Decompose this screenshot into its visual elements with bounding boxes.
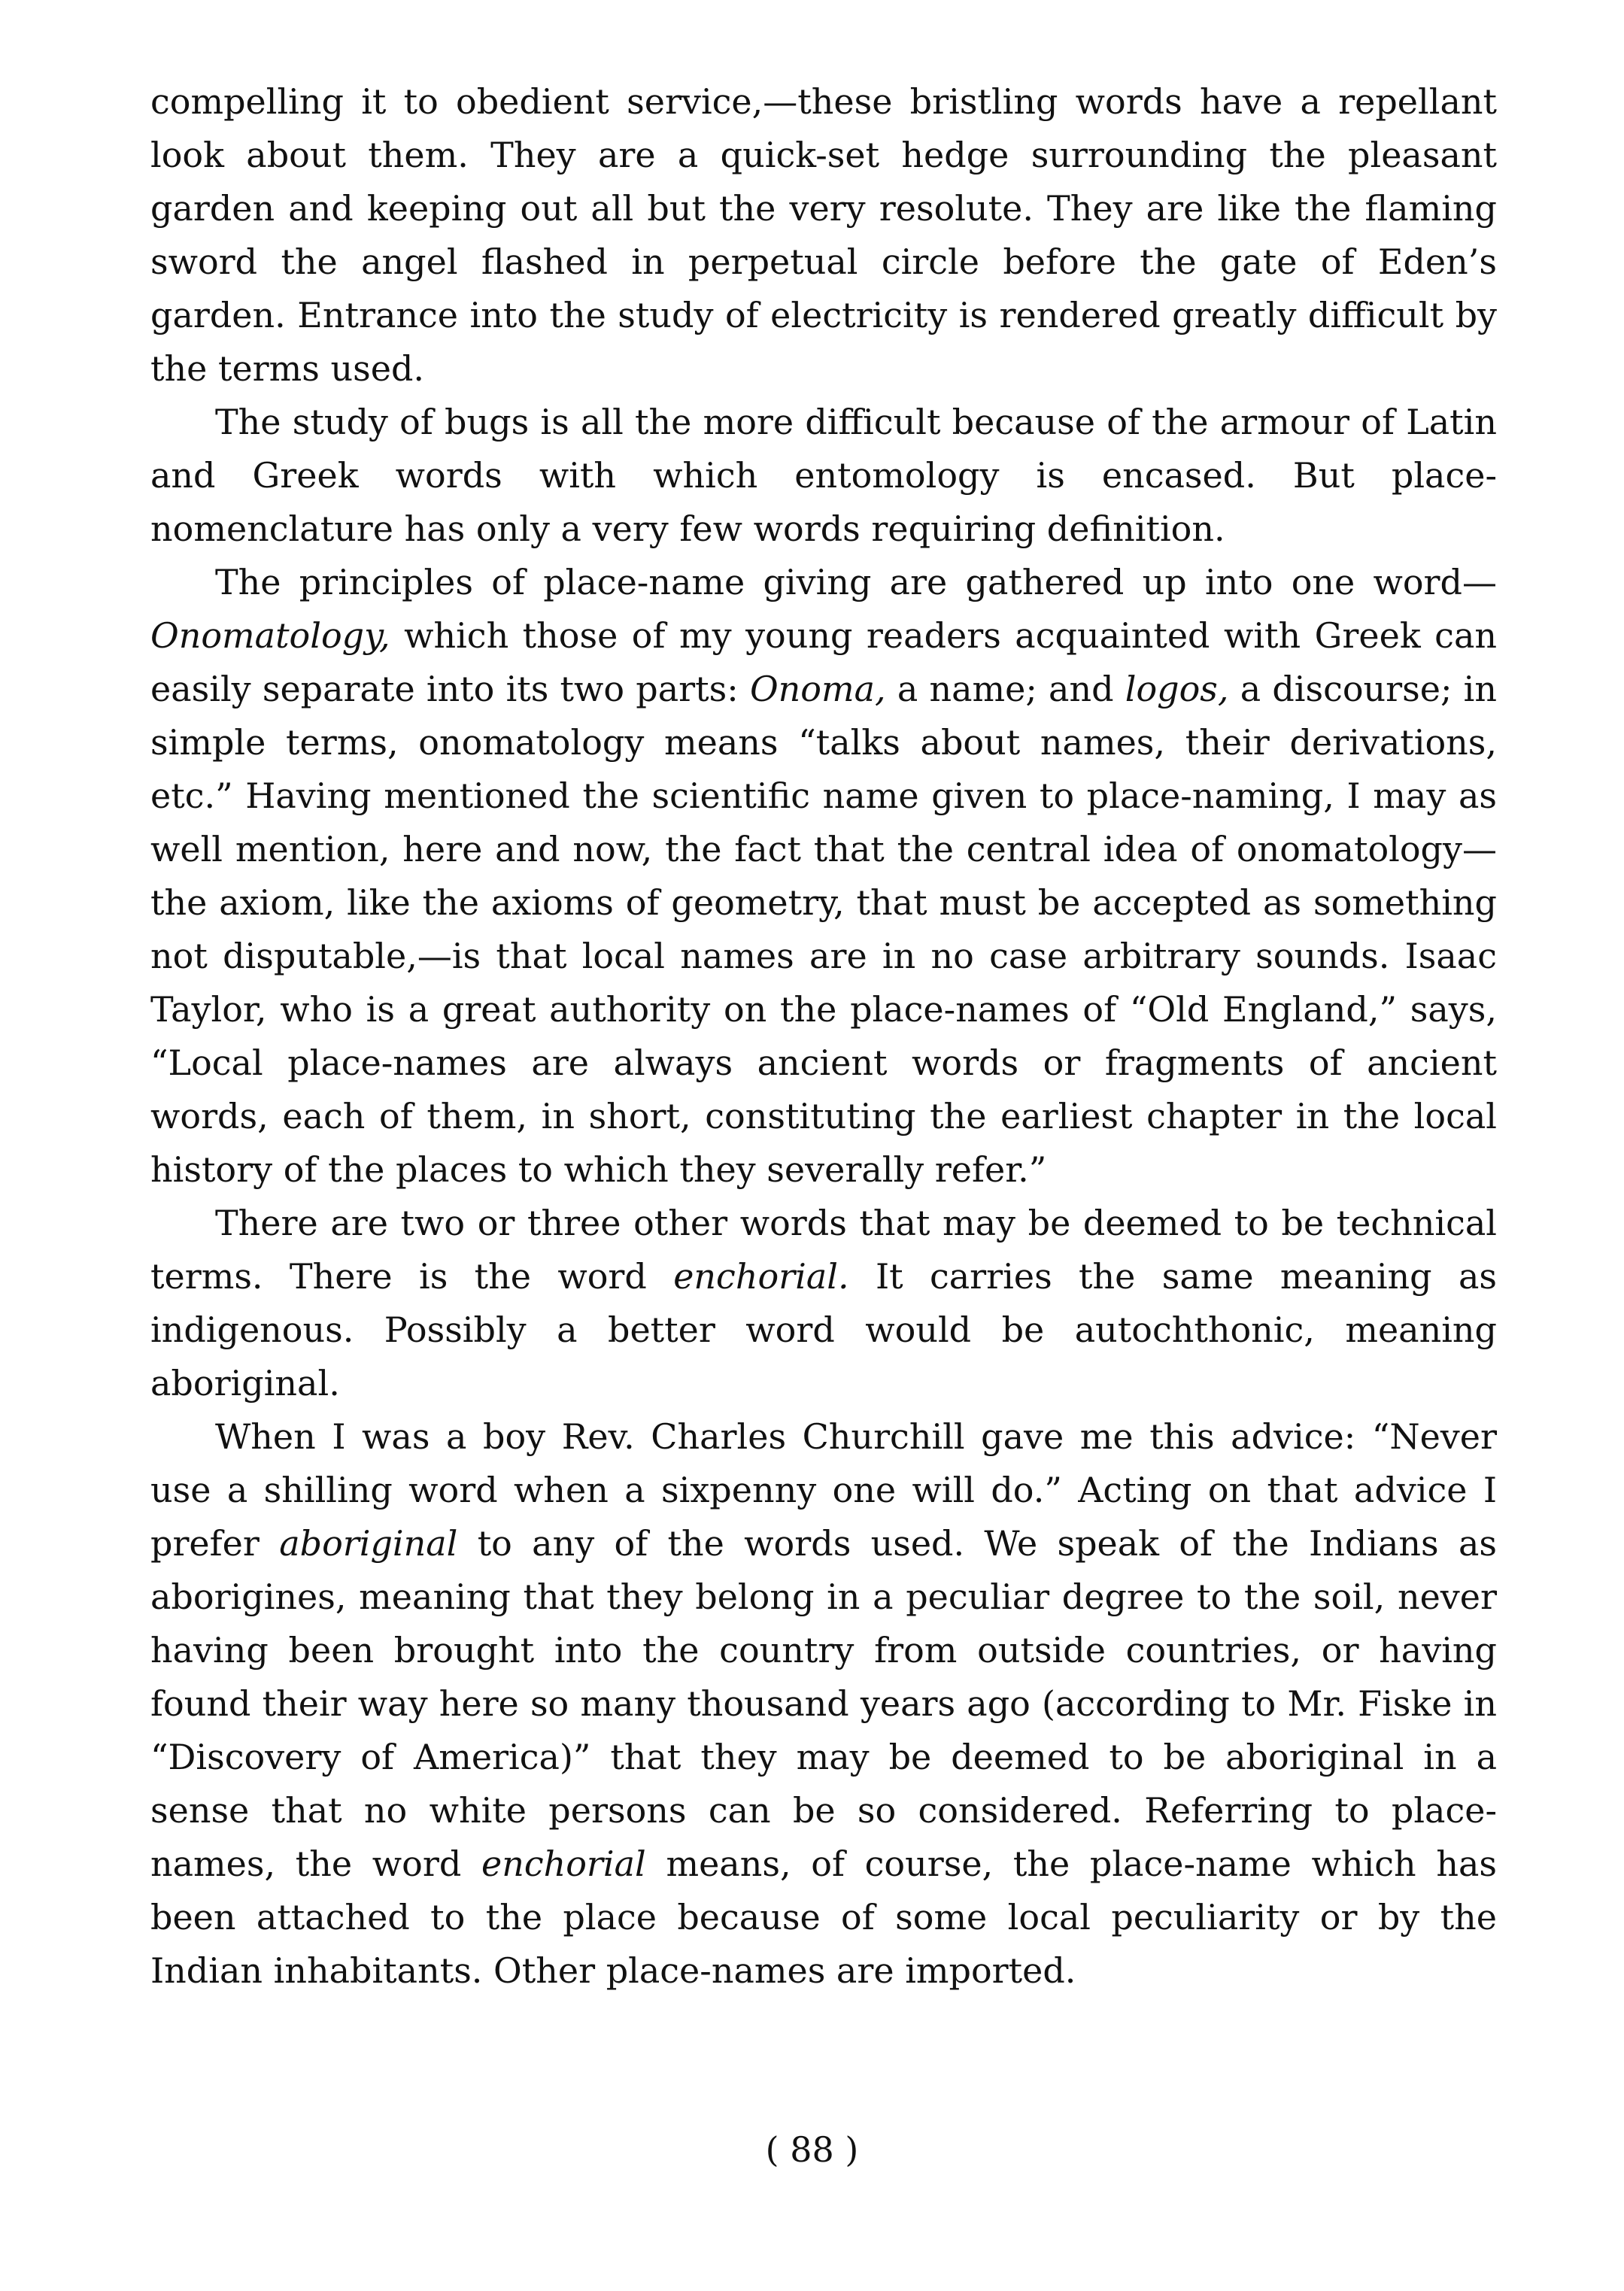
paragraph-5-text: means, of course, the place-name which has been attached to the place because of some local peculiarity or by the Indian inhabitants. Other place-names are imported. xyxy=(150,1843,1497,1991)
paragraph-2 xyxy=(150,396,1497,556)
paragraph-4-text: It carries the same meaning as indigenous. Possibly a better word would be autochthonic, meaning aboriginal. xyxy=(150,1256,1497,1403)
paragraph-3-text: The principles of place-name giving are gathered up into one word— xyxy=(215,562,1497,602)
paragraph-3 xyxy=(150,556,1497,1197)
paragraph-4-text: There are two or three other words that may be deemed to be technical terms. There is the word xyxy=(150,1203,1497,1297)
paragraph-2-text: The study of bugs is all the more difficult because of the armour of Latin and Greek words with which entomology is encased. But place-nomenclature has only a very few words requiring definition. xyxy=(150,402,1497,549)
italic-term-onoma: Onoma, xyxy=(749,669,886,709)
paragraph-5 xyxy=(150,1410,1497,1998)
italic-term-enchorial: enchorial. xyxy=(673,1256,849,1297)
paragraph-1 xyxy=(150,75,1497,396)
paragraph-5-text: When I was a boy Rev. Charles Churchill gave me this advice: “Never use a shilling word when a sixpenny one will do.” Acting on that advice I prefer xyxy=(150,1416,1497,1564)
body-text xyxy=(150,75,1497,1998)
page-number: ( 88 ) xyxy=(765,2129,859,2170)
paragraph-3-text: which those of my young readers acquainted with Greek can easily separate into its two parts: xyxy=(150,615,1497,709)
paragraph-4 xyxy=(150,1197,1497,1410)
italic-term-enchorial: enchorial xyxy=(481,1843,646,1884)
paragraph-3-text: a discourse; in simple terms, onomatology means “talks about names, their derivations, etc.” Having mentioned the scientific name given to place-naming, I may as well mention, here and now, the fact that the central idea of onomatology—the axiom, like the axioms of geometry, that must be accepted as something not disputable,—is that local names are in no case arbitrary sounds. Isaac Taylor, who is a great authority on the place-names of “Old England,” says, “Local place-names are always ancient words or fragments of ancient words, each of them, in short, constituting the earliest chapter in the local history of the places to which they severally refer.” xyxy=(150,669,1498,1190)
paragraph-5-text: to any of the words used. We speak of the Indians as aborigines, meaning that they belong in a peculiar degree to the soil, never having been brought into the country from outside countries, or having found their way here so many thousand years ago (according to Mr. Fiske in “Discovery of America)” that they may be deemed to be aboriginal in a sense that no white persons can be so considered. Referring to place-names, the word xyxy=(150,1523,1497,1884)
italic-term-onomatology: Onomatology, xyxy=(150,615,390,656)
italic-term-logos: logos, xyxy=(1125,669,1229,709)
paragraph-3-text: a name; and xyxy=(885,669,1125,709)
italic-term-aboriginal: aboriginal xyxy=(279,1523,458,1564)
paragraph-1-text: compelling it to obedient service,—these bristling words have a repellant look about them. They are a quick-set hedge surrounding the pleasant garden and keeping out all but the very resolute. They are like the flaming sword the angel flashed in perpetual circle before the gate of Eden’s garden. Entrance into the study of electricity is rendered greatly difficult by the terms used. xyxy=(150,81,1497,389)
